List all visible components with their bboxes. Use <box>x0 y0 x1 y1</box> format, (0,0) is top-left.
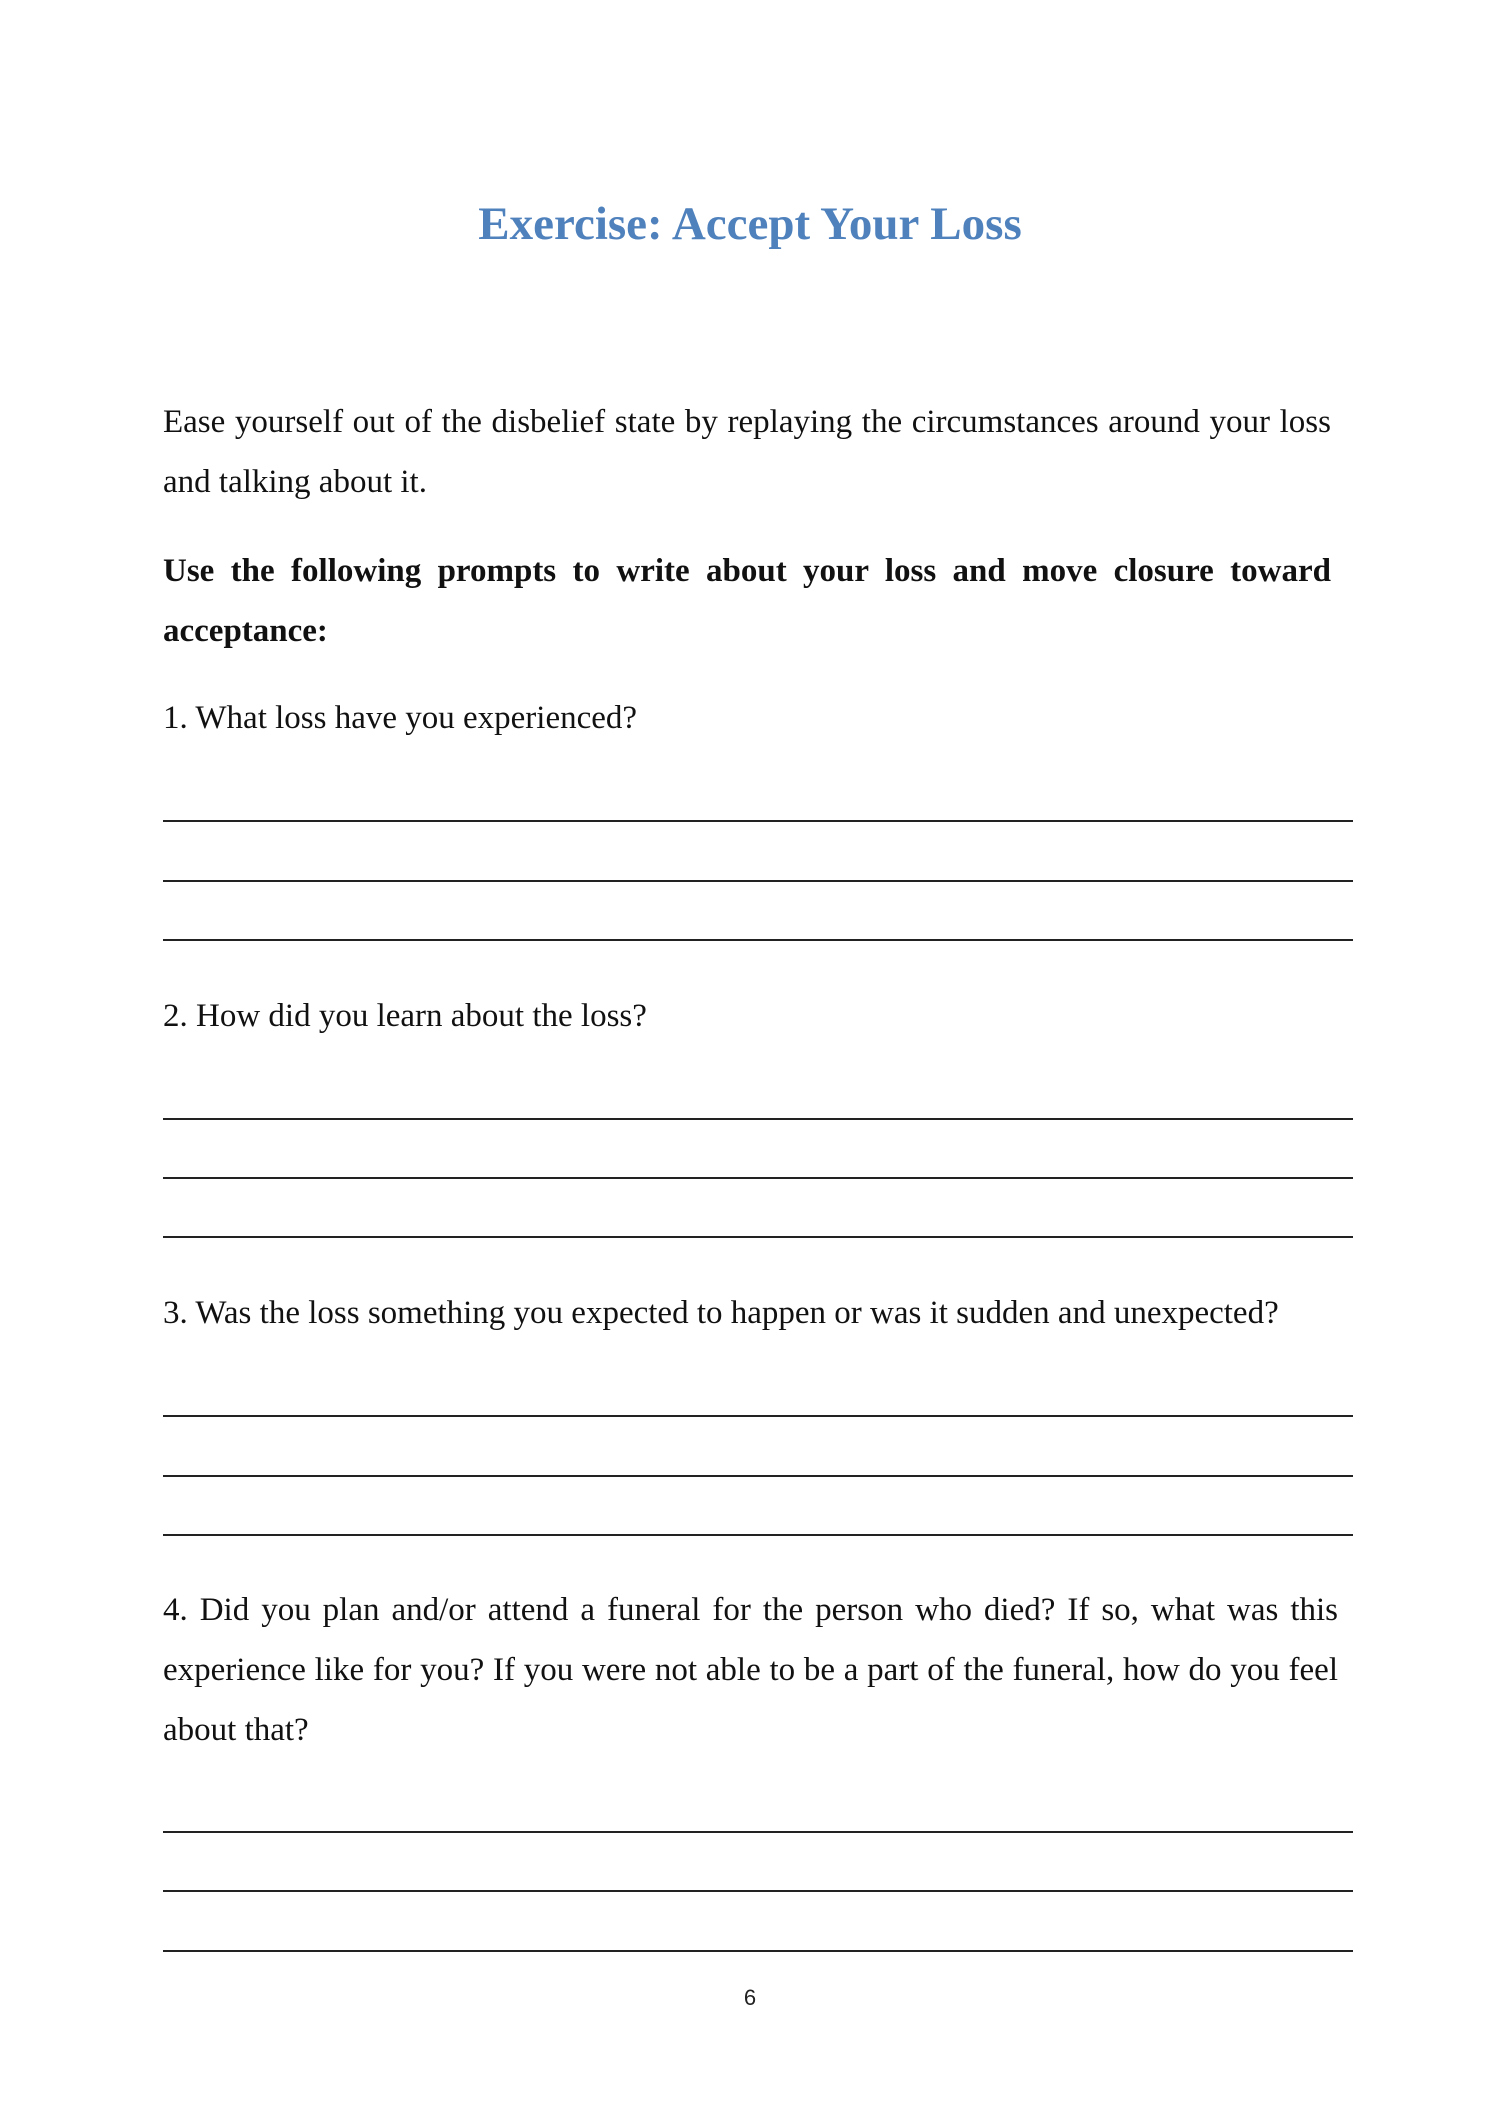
question-4: 4. Did you plan and/or attend a funeral for the person who died? If so, what was this experience like for you? If you were not able to be a part of the funeral, how do you feel about that? <box>163 1592 1338 1748</box>
page-number: 6 <box>743 1985 757 2010</box>
answer-line-4c[interactable] <box>163 1950 1353 1952</box>
answer-line-2b[interactable] <box>163 1177 1353 1179</box>
intro-paragraph: Ease yourself out of the disbelief state by replaying the circumstances around your loss and talking about it. <box>163 404 1331 500</box>
question-2: 2. How did you learn about the loss? <box>163 998 647 1034</box>
answer-line-4a[interactable] <box>163 1831 1353 1833</box>
answer-line-3b[interactable] <box>163 1475 1353 1477</box>
answer-line-4b[interactable] <box>163 1890 1353 1892</box>
page-title: Exercise: Accept Your Loss <box>478 198 1022 250</box>
answer-line-1a[interactable] <box>163 820 1353 822</box>
answer-line-3a[interactable] <box>163 1415 1353 1417</box>
question-3: 3. Was the loss something you expected to happen or was it sudden and unexpected? <box>163 1295 1279 1331</box>
answer-line-3c[interactable] <box>163 1534 1353 1536</box>
answer-line-1c[interactable] <box>163 939 1353 941</box>
instruction-paragraph: Use the following prompts to write about your loss and move closure toward acceptance: <box>163 553 1331 649</box>
answer-line-2a[interactable] <box>163 1118 1353 1120</box>
answer-line-1b[interactable] <box>163 880 1353 882</box>
question-1: 1. What loss have you experienced? <box>163 700 638 736</box>
answer-line-2c[interactable] <box>163 1236 1353 1238</box>
